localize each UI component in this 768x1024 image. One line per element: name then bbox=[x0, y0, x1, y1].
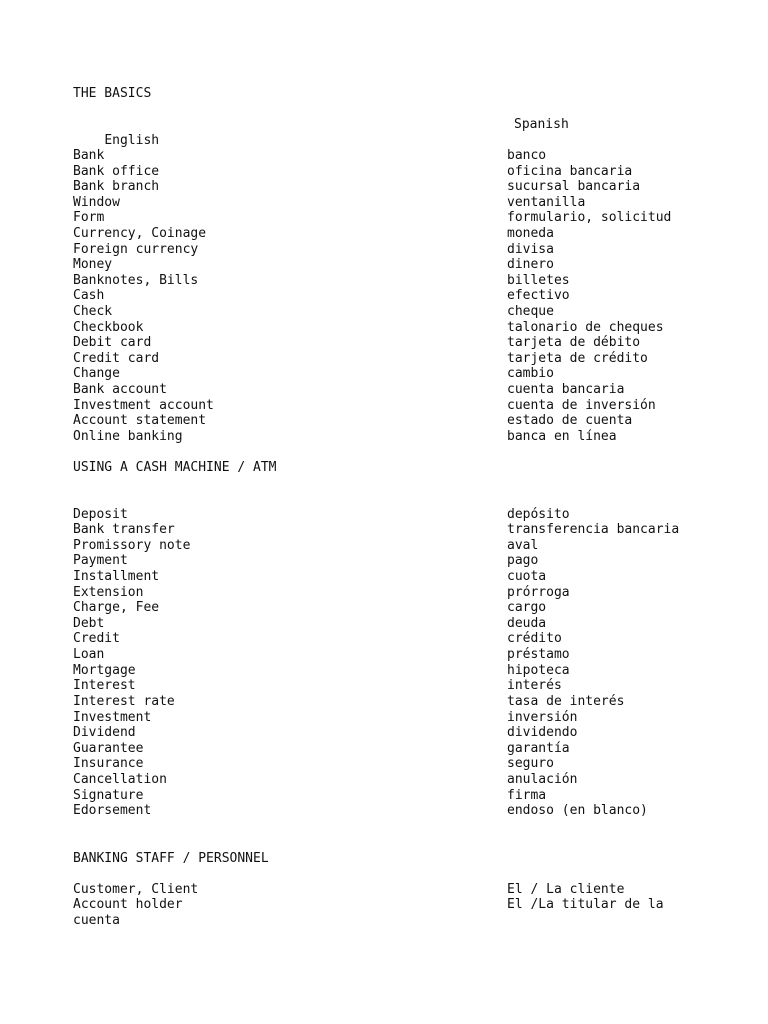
term-row bbox=[73, 304, 554, 320]
term-row bbox=[73, 413, 633, 429]
term-spanish: banca en línea bbox=[507, 429, 617, 444]
term-english: Banknotes, Bills bbox=[73, 273, 199, 288]
term-row bbox=[73, 195, 586, 211]
term-english: Extension bbox=[73, 585, 144, 600]
term-row bbox=[73, 366, 554, 382]
term-english: Promissory note bbox=[73, 538, 191, 553]
term-spanish: cuota bbox=[507, 569, 547, 584]
term-english: Account holder bbox=[73, 897, 183, 912]
term-row bbox=[73, 429, 617, 445]
term-spanish: El /La titular de la bbox=[507, 897, 664, 912]
term-english: Check bbox=[73, 304, 113, 319]
column-headers bbox=[73, 117, 569, 148]
term-row bbox=[73, 288, 570, 304]
term-english: Guarantee bbox=[73, 741, 144, 756]
term-spanish: firma bbox=[507, 788, 547, 803]
term-english: Credit bbox=[73, 631, 120, 646]
term-spanish: moneda bbox=[507, 226, 554, 241]
term-spanish: cuenta de inversión bbox=[507, 398, 656, 413]
term-english: Currency, Coinage bbox=[73, 226, 207, 241]
term-english: Insurance bbox=[73, 756, 144, 771]
term-english: Checkbook bbox=[73, 320, 144, 335]
term-spanish: cheque bbox=[507, 304, 554, 319]
term-english: Investment account bbox=[73, 398, 214, 413]
term-english: Bank account bbox=[73, 382, 167, 397]
term-english: Bank transfer bbox=[73, 522, 175, 537]
term-spanish: prórroga bbox=[507, 585, 570, 600]
term-spanish: crédito bbox=[507, 631, 562, 646]
term-row bbox=[73, 351, 648, 367]
term-row bbox=[73, 273, 570, 289]
term-english: Customer, Client bbox=[73, 882, 199, 897]
term-english: Account statement bbox=[73, 413, 207, 428]
term-english: Change bbox=[73, 366, 120, 381]
term-spanish: tarjeta de débito bbox=[507, 335, 641, 350]
term-english: Debt bbox=[73, 616, 105, 631]
term-row bbox=[73, 663, 570, 679]
term-spanish: dividendo bbox=[507, 725, 578, 740]
term-english: Edorsement bbox=[73, 803, 152, 818]
term-row bbox=[73, 148, 547, 164]
term-english: Cash bbox=[73, 288, 105, 303]
section-title-atm: USING A CASH MACHINE / ATM bbox=[73, 460, 277, 475]
term-spanish: pago bbox=[507, 553, 539, 568]
term-spanish: ventanilla bbox=[507, 195, 586, 210]
term-spanish: El / La cliente bbox=[507, 882, 625, 897]
term-english: Money bbox=[73, 257, 113, 272]
term-row bbox=[73, 897, 664, 913]
term-row bbox=[73, 616, 547, 632]
term-row bbox=[73, 320, 664, 336]
term-row bbox=[73, 242, 554, 258]
term-spanish: talonario de cheques bbox=[507, 320, 664, 335]
term-spanish: sucursal bancaria bbox=[507, 179, 641, 194]
term-spanish: depósito bbox=[507, 507, 570, 522]
term-spanish: interés bbox=[507, 678, 562, 693]
term-spanish: cuenta bancaria bbox=[507, 382, 625, 397]
term-row bbox=[73, 164, 633, 180]
term-english: Dividend bbox=[73, 725, 136, 740]
term-row bbox=[73, 741, 570, 757]
term-spanish: deuda bbox=[507, 616, 547, 631]
term-row bbox=[73, 631, 562, 647]
term-english: Bank office bbox=[73, 164, 160, 179]
term-english: Online banking bbox=[73, 429, 183, 444]
header-english: English bbox=[104, 133, 160, 148]
term-spanish: endoso (en blanco) bbox=[507, 803, 648, 818]
term-english: Window bbox=[73, 195, 120, 210]
term-row bbox=[73, 553, 539, 569]
term-spanish: divisa bbox=[507, 242, 554, 257]
term-row bbox=[73, 803, 648, 819]
term-english: Interest rate bbox=[73, 694, 175, 709]
term-english: Bank bbox=[73, 148, 105, 163]
term-english: Installment bbox=[73, 569, 160, 584]
term-english: Foreign currency bbox=[73, 242, 199, 257]
term-row bbox=[73, 710, 578, 726]
term-spanish: aval bbox=[507, 538, 539, 553]
term-spanish: banco bbox=[507, 148, 547, 163]
term-english: Investment bbox=[73, 710, 152, 725]
term-row bbox=[73, 226, 554, 242]
term-row bbox=[73, 772, 578, 788]
term-row bbox=[73, 522, 680, 538]
term-english: Form bbox=[73, 210, 105, 225]
term-row bbox=[73, 678, 562, 694]
term-spanish: tasa de interés bbox=[507, 694, 625, 709]
term-spanish: efectivo bbox=[507, 288, 570, 303]
term-english: Debit card bbox=[73, 335, 152, 350]
section-title-staff: BANKING STAFF / PERSONNEL bbox=[73, 851, 269, 866]
term-english: Bank branch bbox=[73, 179, 160, 194]
section-title-basics: THE BASICS bbox=[73, 86, 152, 101]
term-english: Loan bbox=[73, 647, 105, 662]
term-spanish: tarjeta de crédito bbox=[507, 351, 648, 366]
term-spanish: estado de cuenta bbox=[507, 413, 633, 428]
term-row bbox=[73, 647, 570, 663]
term-row bbox=[73, 538, 539, 554]
term-row bbox=[73, 507, 570, 523]
term-english: Deposit bbox=[73, 507, 128, 522]
term-english: Payment bbox=[73, 553, 128, 568]
term-spanish: seguro bbox=[507, 756, 554, 771]
term-english: Charge, Fee bbox=[73, 600, 160, 615]
term-row bbox=[73, 600, 547, 616]
term-spanish: dinero bbox=[507, 257, 554, 272]
term-row bbox=[73, 756, 554, 772]
term-row bbox=[73, 210, 672, 226]
term-english: Credit card bbox=[73, 351, 160, 366]
term-row bbox=[73, 179, 641, 195]
term-row bbox=[73, 694, 625, 710]
term-english: Mortgage bbox=[73, 663, 136, 678]
term-spanish: hipoteca bbox=[507, 663, 570, 678]
term-row bbox=[73, 788, 547, 804]
term-row bbox=[73, 257, 554, 273]
term-row bbox=[73, 335, 641, 351]
term-row bbox=[73, 882, 625, 898]
term-spanish: transferencia bancaria bbox=[507, 522, 680, 537]
term-english: Interest bbox=[73, 678, 136, 693]
term-row bbox=[73, 382, 625, 398]
term-english: Signature bbox=[73, 788, 144, 803]
term-row bbox=[73, 725, 578, 741]
term-spanish: formulario, solicitud bbox=[507, 210, 672, 225]
term-spanish: oficina bancaria bbox=[507, 164, 633, 179]
term-row bbox=[73, 569, 547, 585]
term-english: Cancellation bbox=[73, 772, 167, 787]
term-wrap-line: cuenta bbox=[73, 913, 120, 928]
term-spanish: cambio bbox=[507, 366, 554, 381]
term-row bbox=[73, 585, 570, 601]
header-spanish: Spanish bbox=[514, 117, 569, 132]
term-spanish: cargo bbox=[507, 600, 547, 615]
term-spanish: garantía bbox=[507, 741, 570, 756]
term-spanish: billetes bbox=[507, 273, 570, 288]
term-spanish: préstamo bbox=[507, 647, 570, 662]
term-spanish: anulación bbox=[507, 772, 578, 787]
term-row bbox=[73, 398, 656, 414]
term-spanish: inversión bbox=[507, 710, 578, 725]
